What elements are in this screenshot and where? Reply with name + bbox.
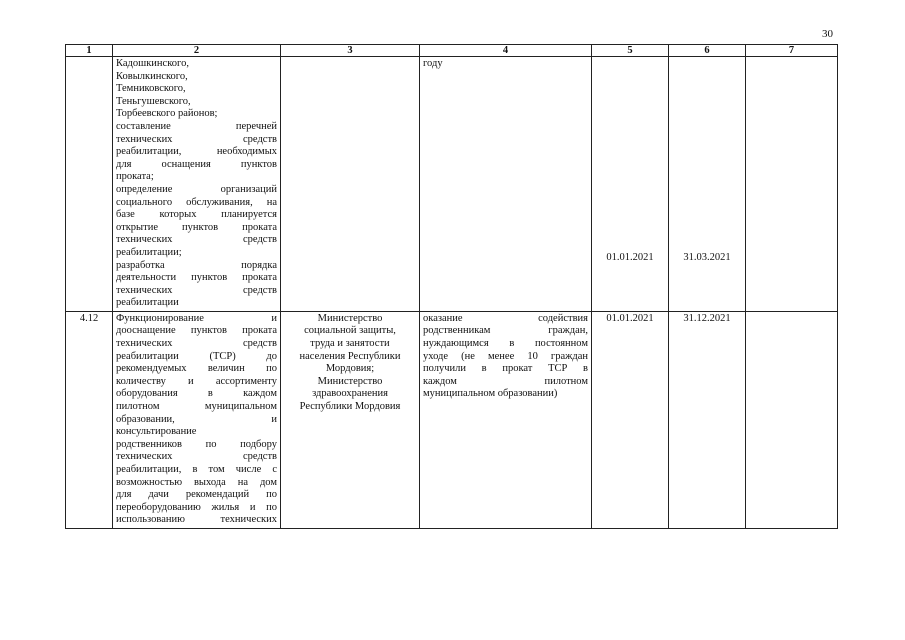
header-cell: 6: [669, 45, 746, 57]
header-cell: 2: [113, 45, 281, 57]
text-line: рекомендуемых величин по: [116, 363, 277, 375]
header-cell: 1: [66, 45, 113, 57]
end-date-cell: [669, 57, 746, 312]
result-cell: году: [420, 57, 592, 312]
text-line: проката;: [116, 171, 154, 183]
text-line: консультирование: [116, 426, 197, 438]
row-number-cell: [66, 57, 113, 312]
text-line: населения Республики: [299, 350, 401, 362]
start-date-cell: [592, 57, 669, 312]
text-line: возможностью выхода на дом: [116, 476, 277, 488]
text-line: Торбеевского районов;: [116, 108, 218, 120]
text-line: технических средств: [116, 284, 277, 296]
plan-table: [65, 44, 838, 529]
text-line: составление перечней: [116, 120, 277, 132]
note-cell: [746, 311, 838, 528]
text-line: определение организаций: [116, 183, 277, 195]
header-cell: 7: [746, 45, 838, 57]
start-date: 01.01.2021: [606, 252, 654, 263]
text-line: реабилитации;: [116, 246, 182, 258]
header-cell: 3: [281, 45, 420, 57]
text-line: Республики Мордовия: [299, 401, 401, 413]
start-date-cell: 01.01.2021: [592, 311, 669, 528]
header-cell: 4: [420, 45, 592, 57]
text-line: технических средств: [116, 338, 277, 350]
text-line: оказание содействия: [423, 312, 588, 324]
text-line: базе которых планируется: [116, 209, 277, 221]
text-line: деятельности пунктов проката: [116, 272, 277, 284]
text-line: разработка порядка: [116, 259, 277, 271]
text-line: реабилитации, в том числе с: [116, 464, 277, 475]
text-line: технических средств: [116, 451, 277, 463]
text-line: для оснащения пунктов: [116, 158, 277, 170]
executor-cell: [281, 311, 420, 528]
activity-cell: [113, 311, 281, 528]
text-line: социальной защиты,: [304, 325, 396, 337]
text-line: муниципальном образовании): [423, 388, 558, 400]
header-cell: 5: [592, 45, 669, 57]
text-line: Министерство: [317, 312, 383, 324]
end-date-cell: 31.12.2021: [669, 311, 746, 528]
result-cell: [420, 311, 592, 528]
text-line: труда и занятости: [310, 338, 390, 350]
text-line: Ковылкинского,: [116, 70, 188, 82]
page-number: 30: [822, 28, 833, 40]
text-line: технических средств: [116, 234, 277, 246]
note-cell: [746, 57, 838, 312]
text-line: для дачи рекомендаций по: [116, 489, 277, 501]
text-line: здравоохранения: [312, 388, 388, 400]
text-line: технических средств: [116, 133, 277, 145]
text-line: социального обслуживания, на: [116, 196, 277, 208]
text-line: оборудования в каждом: [116, 388, 277, 400]
text-line: реабилитации (ТСР) до: [116, 350, 277, 362]
text-line: получили в прокат ТСР в: [423, 363, 588, 375]
end-date: 31.03.2021: [683, 252, 731, 263]
text-line: пилотном муниципальном: [116, 401, 277, 413]
text-line: уходе (не менее 10 граждан: [423, 350, 588, 362]
activity-cell: [113, 57, 281, 312]
text-line: Кадошкинского,: [116, 58, 189, 69]
table-row: [66, 311, 838, 528]
text-line: родственников по подбору: [116, 438, 277, 450]
text-line: количеству и ассортименту: [116, 375, 277, 387]
text-line: реабилитации, необходимых: [116, 146, 277, 158]
text-line: Функционирование и: [116, 312, 277, 324]
text-line: Темниковского,: [116, 83, 186, 95]
text-line: образовании, и: [116, 413, 277, 425]
header-row: [66, 45, 838, 57]
text-line: Мордовия;: [325, 363, 375, 375]
text-line: каждом пилотном: [423, 375, 588, 387]
executor-cell: [281, 57, 420, 312]
text-line: нуждающимся в постоянном: [423, 338, 588, 350]
text-line: реабилитации: [116, 297, 179, 309]
text-line: Теньгушевского,: [116, 95, 191, 107]
text-line: переоборудованию жилья и по: [116, 501, 277, 513]
text-line: использованию технических: [116, 514, 277, 526]
row-number-cell: 4.12: [66, 311, 113, 528]
text-line: Министерство: [317, 375, 383, 387]
table-row: [66, 57, 838, 312]
text-line: родственникам граждан,: [423, 325, 588, 337]
text-line: открытие пунктов проката: [116, 221, 277, 233]
text-line: дооснащение пунктов проката: [116, 325, 277, 337]
